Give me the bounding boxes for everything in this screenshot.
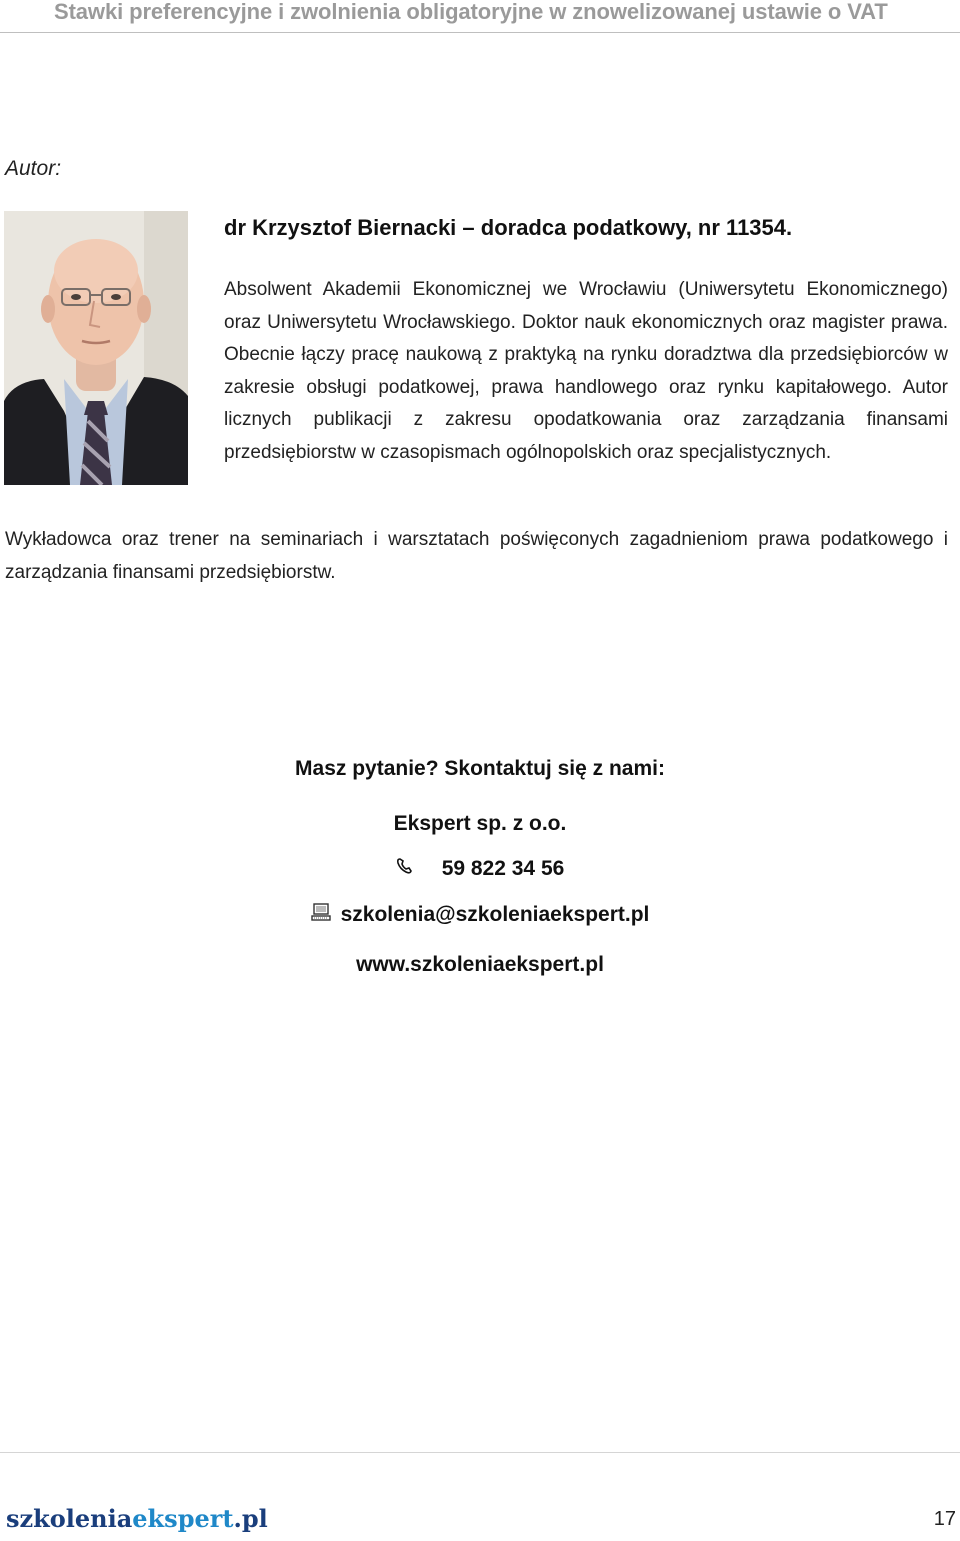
author-label: Autor: (5, 157, 62, 180)
author-name: dr Krzysztof Biernacki – doradca podatkowy, nr 11354. (224, 215, 793, 240)
computer-icon (311, 903, 331, 927)
document-title: Stawki preferencyjne i zwolnienia obligatoryjne w znowelizowanej ustawie o VAT (54, 0, 888, 24)
footer-brand-logo[interactable] (6, 1504, 268, 1533)
author-portrait-icon (4, 211, 188, 485)
brand-part-szkolenia: szkolenia (6, 1504, 133, 1533)
email-line (0, 903, 960, 927)
company-name: Ekspert sp. z o.o. (393, 812, 567, 835)
author-bio-paragraph: Absolwent Akademii Ekonomicznej we Wrocławiu (Uniwersytetu Ekonomicznego) oraz Uniwersytetu Wrocławskiego. Doktor nauk ekonomicznych oraz magister prawa. Obecnie łączy pracę naukową z praktyką na rynku doradztwa dla przedsiębiorców w zakresie obsługi podatkowej, prawa handlowego oraz rynku kapitałowego. Autor licznych publikacji z zakresu opodatkowania oraz zarządzania finansami przedsiębiorstw w czasopismach ogólnopolskich oraz specjalistycznych. (224, 279, 948, 463)
phone-line (0, 857, 960, 881)
contact-heading: Masz pytanie? Skontaktuj się z nami: (295, 757, 665, 780)
brand-part-domain: .pl (233, 1504, 268, 1533)
footer-divider (0, 1452, 960, 1453)
page-number: 17 (933, 1508, 956, 1530)
phone-handset-icon (396, 857, 414, 881)
email-link[interactable]: szkolenia@szkoleniaekspert.pl (340, 903, 650, 926)
brand-part-ekspert: ekspert (132, 1504, 234, 1533)
page-header (0, 0, 960, 33)
website-link[interactable]: www.szkoleniaekspert.pl (356, 953, 604, 976)
phone-number[interactable]: 59 822 34 56 (441, 857, 565, 880)
author-teaching-paragraph: Wykładowca oraz trener na seminariach i warsztatach poświęconych zagadnieniom prawa podatkowego i zarządzania finansami przedsiębiorstw. (5, 529, 948, 583)
author-photo (4, 211, 188, 485)
